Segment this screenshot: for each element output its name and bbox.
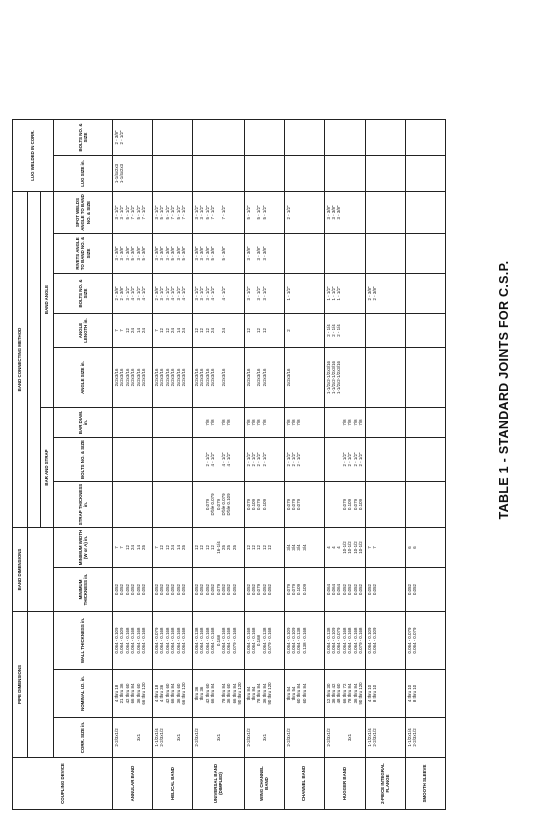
cell-strap (405, 482, 445, 528)
cell-device: 2-PIECE INTEGRAL FLANGE (365, 758, 405, 810)
band-dimensions-spacer (28, 528, 54, 612)
cell-min-thick: 0.052 0.052 0.079 0.052 0.052 (244, 568, 284, 612)
cell-bolts1 (405, 438, 445, 482)
cell-corr: 2-2/3x1/2 3x1 (324, 718, 365, 758)
col-header-nominal-id: NOMINAL I.D. in. (54, 670, 113, 718)
cell-spot: 3 - 1/2" 3 - 1/2" 5 - 1/2" 7 - 1/2" 5 - 1/2" 7 - 1/2" (113, 192, 153, 234)
group-header-band-connecting-method: BAND CONNECTING METHOD (13, 192, 28, 528)
cell-angle-size (405, 348, 445, 408)
cell-min-thick: 0.052 0.052 (405, 568, 445, 612)
col-header-bar-diam: BAR DIAM. in. (54, 408, 113, 438)
cell-nominal: thru 84 thru 84 78 thru 84 36 thru 84 90 thru 120 (244, 670, 284, 718)
cell-min-width: 4 4 4 10-1/2 10-1/2 10-1/2 10-1/2 (324, 528, 365, 568)
cell-spot (405, 192, 445, 234)
cell-bolts3: 2 - 3/8" 2 - 1/2" (113, 120, 153, 156)
cell-min-thick: 0.052 0.052 0.052 0.052 0.079 0.052 0.052 0.052 (193, 568, 245, 612)
cell-strap: 0.079 0.109 0.079 0.109 (244, 482, 284, 528)
cell-rivets (324, 234, 365, 274)
cell-device: CHANNEL BAND (284, 758, 324, 810)
cell-strap: 0.079 D'ble 0.079 0.079 D'ble 0.079 D'ble 0.109 (193, 482, 245, 528)
col-header-angle-length: ANGLE LENGTH in. (54, 314, 113, 348)
table-header (13, 120, 113, 810)
cell-strap (153, 482, 193, 528)
cell-min-width: 7 12 12 24 14 25 (153, 528, 193, 568)
cell-bar: 7/8 7/8 7/8 7/8 (324, 408, 365, 438)
cell-bolts3 (193, 120, 245, 156)
cell-nominal: thru 36 thru 36 42 thru 60 66 thru 84 78 thru 84 36 thru 60 66 thru 84 90 thru 120 (193, 670, 245, 718)
col-header-corr-size: CORR. SIZE in. (54, 718, 113, 758)
cell-corr: 1-1/2x1/4 2-2/3x1/2 3x1 (153, 718, 193, 758)
group-header-pipe-dimensions: PIPE DIMENSIONS (13, 612, 28, 758)
cell-corr: 2-2/3x1/2 3x1 (244, 718, 284, 758)
cell-angle-len: 2 - 1/4 2 - 1/4 2 - 1/4 (324, 314, 365, 348)
cell-device: ANNULAR BAND (113, 758, 153, 810)
cell-bolts2: 2 - 3/8" 2 - 3/8" 3 - 1/2" 4 - 1/2" 3 - 1/2" 4 - 1/2" (113, 274, 153, 314)
cell-bar: 7/8 7/8 7/8 (284, 408, 324, 438)
col-header-strap-thickness: STRAP THICKNESS in. (54, 482, 113, 528)
cell-device: WING CHANNEL BAND (244, 758, 284, 810)
cell-wall: 0.064 - 0.138 0.064 - 0.168 0.064 - 0.168 0.064 - 0.168 0.168 0.064 - 0.168 0.064 - 0.168 0.079 - 0.168 (193, 612, 245, 670)
cell-strap: 0.079 0.109 0.079 0.109 (324, 482, 365, 528)
cell-rivets: 3 - 3/8" 3 - 3/8" 3 - 3/8" 5 - 3/8" 3 - 3/8" 5 - 3/8" (113, 234, 153, 274)
table-row (324, 120, 365, 810)
table-row (365, 120, 405, 810)
cell-bolts3 (153, 120, 193, 156)
col-header-wall-thickness: WALL THICKNESS in. (54, 612, 113, 670)
cell-lug (193, 156, 245, 192)
cell-min-width: 7 7 12 24 14 25 (113, 528, 153, 568)
cell-angle-size (365, 348, 405, 408)
cell-min-thick: 0.052 0.052 (365, 568, 405, 612)
cell-bolts1 (113, 438, 153, 482)
cell-min-width: 12 12 12 12 12 (244, 528, 284, 568)
table-row (284, 120, 324, 810)
col-header-minimum-thickness: MINIMUM THICKNESS in. (54, 568, 113, 612)
connecting-method-spacer (28, 192, 41, 528)
cell-angle-len: 12 12 12 (244, 314, 284, 348)
cell-bolts2: 2 - 3/8" 2 - 3/8" (365, 274, 405, 314)
cell-angle-len: 7 12 12 24 14 24 (153, 314, 193, 348)
standard-joints-table (12, 119, 446, 810)
cell-bolts1 (365, 438, 405, 482)
cell-bolts3 (244, 120, 284, 156)
col-header-lug-size: LUG SIZE in. (54, 156, 113, 192)
cell-wall: 0.064 - 0.109 0.064 - 0.109 0.064 - 0.138 0.138 - 0.168 (284, 612, 324, 670)
cell-lug: 1-1/4x2x3 1-1/4x2x3 (113, 156, 153, 192)
cell-bolts2 (405, 274, 445, 314)
cell-angle-len: 7 7 12 24 14 24 (113, 314, 153, 348)
cell-wall: 0.064 - 0.109 0.064 - 0.109 0.064 - 0.168 0.064 - 0.168 0.064 - 0.168 0.064 - 0.168 (113, 612, 153, 670)
cell-angle-len: 12 12 12 24 24 (193, 314, 245, 348)
cell-strap (365, 482, 405, 528)
cell-angle-size: 1-1/2x2-1/2x3/16 1-1/2x2-1/2x3/16 1-1/2x2-1/2x3/16 (324, 348, 365, 408)
cell-angle-len (405, 314, 445, 348)
cell-spot: 3 - 1/2" 3 - 1/2" 5 - 1/2" 7 - 1/2" 7 - 1/2" (193, 192, 245, 234)
cell-strap (113, 482, 153, 528)
cell-spot (365, 192, 405, 234)
col-header-rivets: RIVETS ANGLE TO BAND NO. & SIZE (54, 234, 113, 274)
group-header-lug-welded: LUG WELDED IN CORR. (13, 120, 54, 192)
cell-rivets: 3 - 3/8" 3 - 3/8" 3 - 3/8" (244, 234, 284, 274)
cell-bar: 7/8 7/8 7/8 7/8 (193, 408, 245, 438)
table-row (244, 120, 284, 810)
cell-rivets: 3 - 3/8" 3 - 3/8" 3 - 3/8" 5 - 3/8" 5 - 3/8" (193, 234, 245, 274)
cell-lug (324, 156, 365, 192)
cell-bolts1 (153, 438, 193, 482)
table-row (405, 120, 445, 810)
cell-angle-len: 2 (284, 314, 324, 348)
cell-corr: 2-2/3x1/2 3x1 (113, 718, 153, 758)
cell-nominal: thru 54 thru 54 60 thru 84 60 thru 84 (284, 670, 324, 718)
cell-corr: 1-1/2x1/4 2-2/3x1/2 (405, 718, 445, 758)
cell-angle-size: 2x2x3/16 2x2x3/16 2x2x3/16 (244, 348, 284, 408)
cell-device: HUGGER BAND (324, 758, 365, 810)
cell-spot: 3 - 3/8" 3 - 3/8" 3 - 3/8" (324, 192, 365, 234)
cell-bolts2: 3 - 1/2" 3 - 1/2" 3 - 1/2" (244, 274, 284, 314)
cell-bar (153, 408, 193, 438)
cell-spot: 3 - 1/2" 5 - 1/2" 5 - 1/2" 7 - 1/2" 5 - 1/2" 7 - 1/2" (153, 192, 193, 234)
cell-bar (113, 408, 153, 438)
cell-min-thick: 0.052 0.052 0.052 0.052 0.052 0.052 (153, 568, 193, 612)
cell-bolts2: 2 - 3/8" 3 - 1/2" 3 - 1/2" 4 - 1/2" 3 - 1/2" 4 - 1/2" (153, 274, 193, 314)
cell-angle-size: 2x2x3/16 2x2x3/16 2x2x3/16 2x2x3/16 2x2x3/16 2x2x3/16 (153, 348, 193, 408)
col-header-angle-size: ANGLE SIZE in. (54, 348, 113, 408)
cell-angle-size: 2x2x3/16 2x2x3/16 2x2x3/16 2x2x3/16 2x2x3/16 (193, 348, 245, 408)
cell-wall: 0.064 - 0.079 0.064 - 0.079 (405, 612, 445, 670)
cell-wall: 0.064 - 0.138 0.064 - 0.109 0.064 - 0.079 0.064 - 0.168 0.064 - 0.168 0.064 - 0.168 0.079 - 0.168 (324, 612, 365, 670)
table-row (113, 120, 153, 810)
table-title: TABLE 1 - STANDARD JOINTS FOR C.S.P. (497, 260, 511, 520)
cell-bolts2: 3 - 1/2" 3 - 1/2" 3 - 1/2" 4 - 1/2" 4 - 1/2" (193, 274, 245, 314)
cell-wall: 0.064 - 0.079 0.064 - 0.168 0.064 - 0.168 0.064 - 0.168 0.064 - 0.168 0.064 - 0.168 (153, 612, 193, 670)
cell-lug (153, 156, 193, 192)
cell-min-thick: 0.079 0.079 0.109 0.109 (284, 568, 324, 612)
cell-min-thick: 0.064 0.064 0.064 0.052 0.052 0.052 0.052 (324, 568, 365, 612)
cell-spot: 5 - 1/2" 5 - 1/2" 5 - 1/2" (244, 192, 284, 234)
cell-min-thick: 0.052 0.052 0.052 0.052 0.052 0.052 (113, 568, 153, 612)
pipe-dimensions-spacer (28, 612, 54, 758)
cell-device: SMOOTH SLEEVE (405, 758, 445, 810)
cell-corr: 2-2/3x1/2 3x1 (193, 718, 245, 758)
cell-lug (284, 156, 324, 192)
cell-bolts1: 2 - 1/2" 4 - 1/2" 4 - 1/2" 4 - 1/2" (193, 438, 245, 482)
cell-bolts3 (405, 120, 445, 156)
cell-wall: 0.064 - 0.168 0.064 - 0.168 0.168 0.064 - 0.138 0.079 - 0.168 (244, 612, 284, 670)
table-body (113, 120, 446, 810)
cell-bolts1: 2 - 1/2" 2 - 1/2" 2 - 1/2" 2 - 1/2" (324, 438, 365, 482)
cell-rivets: 3 - 3/8" 3 - 3/8" 3 - 3/8" 5 - 3/8" 3 - 3/8" 5 - 3/8" (153, 234, 193, 274)
cell-lug (365, 156, 405, 192)
cell-nominal: 4 thru 10 8 thru 10 (405, 670, 445, 718)
cell-device: UNIVERSAL BAND (DIMPLED) (193, 758, 245, 810)
cell-min-width: 7 7 (365, 528, 405, 568)
col-header-spot-welds: SPOT WELDS ANGLE TO BAND NO. & SIZE (54, 192, 113, 234)
group-header-band-dimensions: BAND DIMENSIONS (13, 528, 28, 612)
cell-spot: 2 - 1/2" (284, 192, 324, 234)
cell-min-width: 6 6 (405, 528, 445, 568)
cell-angle-len (365, 314, 405, 348)
cell-nominal: 12 thru 30 36 thru 42 48 thru 60 66 thru 72 78 thru 84 36 thru 84 90 thru 120 (324, 670, 365, 718)
cell-corr: 2-2/3x1/2 (284, 718, 324, 758)
table-row (153, 120, 193, 810)
cell-lug (244, 156, 284, 192)
cell-bolts2: 1 - 1/2" 1 - 1/2" 1 - 1/2" (324, 274, 365, 314)
col-header-bolts-bar: BOLTS NO. & SIZE (54, 438, 113, 482)
cell-bolts2: 1 - 1/2" (284, 274, 324, 314)
cell-nominal: 4 thru 18 4 thru 36 42 thru 60 66 thru 84 36 thru 60 66 thru 120 (153, 670, 193, 718)
cell-min-width: 12 12 12 12 16-1/4 25 25 25 (193, 528, 245, 568)
cell-bar: 7/8 7/8 7/8 7/8 (244, 408, 284, 438)
group-header-band-angle: BAND ANGLE (41, 192, 54, 408)
cell-nominal: 4 thru 18 21 thru 36 42 thru 60 66 thru 84 36 thru 60 66 thru 120 (113, 670, 153, 718)
table-row (193, 120, 245, 810)
cell-wall: 0.064 - 0.109 0.064 - 0.109 (365, 612, 405, 670)
cell-strap: 0.079 0.079 0.079 (284, 482, 324, 528)
cell-bolts1: 2 - 1/2" 2 - 1/2" 2 - 1/2" (284, 438, 324, 482)
cell-bolts3 (324, 120, 365, 156)
cell-bar (365, 408, 405, 438)
cell-bar (405, 408, 445, 438)
cell-lug (405, 156, 445, 192)
cell-bolts1: 2 - 1/2" 2 - 1/2" 2 - 1/2" 2 - 1/2" (244, 438, 284, 482)
cell-nominal: 4 thru 10 8 thru 10 (365, 670, 405, 718)
cell-angle-size: 2x2x3/16 2x2x3/16 2x2x3/16 2x2x3/16 2x2x3/16 2x2x3/16 (113, 348, 153, 408)
cell-rivets (284, 234, 324, 274)
cell-rivets (365, 234, 405, 274)
cell-angle-size: 2x2x3/16 (284, 348, 324, 408)
col-header-bolts-lug: BOLTS NO. & SIZE (54, 120, 113, 156)
cell-min-width: 3/4 3/4 3/4 3/4 (284, 528, 324, 568)
cell-rivets (405, 234, 445, 274)
col-header-bolts-angle: BOLTS NO. & SIZE (54, 274, 113, 314)
col-header-minimum-width: MINIMUM WIDTH (W or A) in. (54, 528, 113, 568)
group-header-bar-and-strap: BAR AND STRAP (41, 408, 54, 528)
cell-bolts3 (365, 120, 405, 156)
cell-corr: 1-1/2x1/4 2-2/3x1/2 (365, 718, 405, 758)
cell-bolts3 (284, 120, 324, 156)
col-header-device: COUPLING DEVICE (13, 758, 113, 810)
cell-device: HELICAL BAND (153, 758, 193, 810)
